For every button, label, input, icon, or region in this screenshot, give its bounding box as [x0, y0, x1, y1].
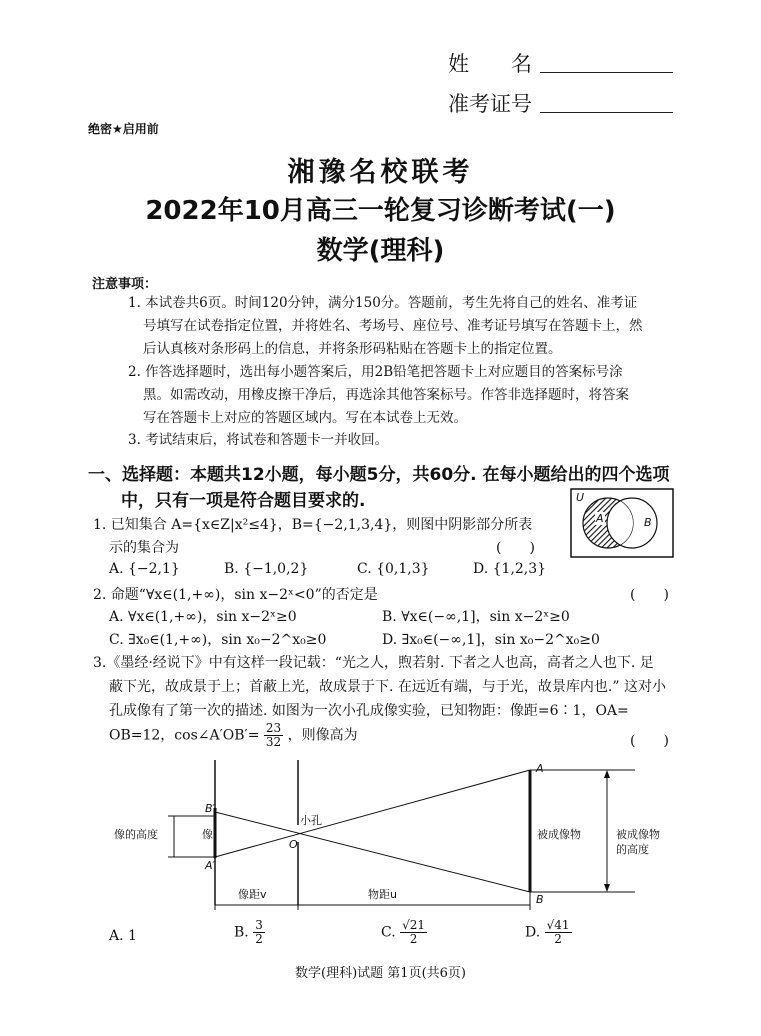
diagram-object: 被成像物 [537, 828, 581, 841]
q3-option-b[interactable] [234, 919, 265, 946]
fraction-numerator: √21 [402, 918, 426, 932]
option-letter: C. [381, 924, 396, 941]
exam-id-field-line[interactable] [540, 112, 673, 113]
diagram-pinhole: 小孔 [300, 814, 322, 827]
title-line3: 数学(理科) [316, 236, 445, 266]
note-line: 1. 本试卷共6页。时间120分钟，满分150分。答题前，考生先将自己的姓名、准考证 [128, 295, 638, 311]
note-line: 号填写在试卷指定位置，并将姓名、考场号、座位号、准考证号填写在答题卡上，然 [143, 318, 643, 334]
page-footer: 数学(理科)试题 第1页(共6页) [295, 966, 466, 981]
q3-option-d[interactable] [525, 919, 572, 946]
diagram-object-height-cont: 的高度 [616, 843, 649, 856]
diagram-o: O [289, 838, 298, 851]
option-letter: D. [525, 924, 541, 941]
q3-stem-cont [109, 722, 358, 749]
q2-option-a[interactable]: A. ∀x∈(1,+∞)，sin x−2ˣ≥0 [109, 609, 297, 625]
q3-stem-cont: 蔽下光，故成景于上；首蔽上光，故成景于下. 在远近有端，与于光，故景库内也.” 这对小 [109, 679, 666, 695]
note-line: 黑。如需改动，用橡皮擦干净后，再选涂其他答案标号。作答非选择题时，将答案 [143, 387, 629, 403]
diagram-object-distance: 物距u [368, 888, 397, 901]
diagram-image-distance: 像距v [238, 888, 267, 901]
fraction-denominator: 32 [265, 735, 282, 749]
venn-diagram [570, 488, 674, 558]
fraction-denominator: 2 [554, 932, 562, 946]
q2-answer-paren[interactable]: ( ) [630, 587, 669, 603]
fraction-numerator: √41 [546, 918, 570, 932]
exam-id-label: 准考证号 [448, 92, 532, 116]
note-line: 3. 考试结束后，将试卷和答题卡一并收回。 [128, 432, 389, 448]
diagram-b-prime: B′ [205, 802, 216, 815]
venn-label-b: B [644, 516, 652, 529]
option-fraction [400, 919, 427, 946]
name-label: 姓 名 [448, 52, 532, 76]
q3-cos-fraction [264, 722, 283, 749]
option-fraction [545, 919, 572, 946]
name-field-line[interactable] [540, 72, 673, 73]
title-line1: 湘豫名校联考 [287, 157, 474, 188]
title-line2: 2022年10月高三一轮复习诊断考试(一) [145, 196, 616, 226]
q1-stem: 1. 已知集合 A={x∈Z|x²≤4}，B={−2,1,3,4}，则图中阴影部分所表 [93, 517, 533, 533]
venn-label-u: U [576, 491, 585, 504]
section1-heading-cont: 中，只有一项是符合题目要求的. [121, 491, 366, 511]
q3-answer-paren[interactable]: ( ) [630, 733, 669, 749]
diagram-image-height: 像的高度 [114, 828, 158, 841]
q2-stem: 2. 命题“∀x∈(1,+∞)，sin x−2ˣ<0”的否定是 [93, 587, 378, 603]
section1-heading: 一、选择题：本题共12小题，每小题5分，共60分. 在每小题给出的四个选项 [88, 465, 670, 485]
diagram-b: B [536, 893, 544, 906]
q1-option-a[interactable]: A. {−2,1} [109, 561, 180, 577]
q2-option-b[interactable]: B. ∀x∈(−∞,1]，sin x−2ˣ≥0 [382, 609, 570, 625]
q1-option-c[interactable]: C. {0,1,3} [357, 561, 430, 577]
q3-stem-part: OB=12，cos∠A′OB′= [109, 727, 260, 744]
note-line: 写在答题卡上对应的答题区域内。写在本试卷上无效。 [143, 410, 467, 426]
note-line: 后认真核对条形码上的信息，并将条形码粘贴在答题卡上的指定位置。 [143, 341, 562, 357]
q1-option-b[interactable]: B. {−1,0,2} [224, 561, 309, 577]
q3-stem: 3.《墨经·经说下》中有这样一段记载：“光之人，煦若射. 下者之人也高，高者之人也下. 足 [93, 655, 654, 671]
option-letter: B. [234, 924, 249, 941]
q2-option-c[interactable]: C. ∃x₀∈(1,+∞)，sin x₀−2^x₀≥0 [109, 632, 327, 648]
secret-mark: 绝密★启用前 [88, 122, 159, 136]
notes-title: 注意事项： [92, 277, 158, 292]
q1-stem-cont: 示的集合为 [109, 540, 179, 556]
diagram-a: A [536, 762, 544, 775]
diagram-object-height: 被成像物 [616, 828, 660, 841]
fraction-denominator: 2 [255, 932, 263, 946]
fraction-denominator: 2 [409, 932, 418, 946]
fraction-numerator: 3 [255, 918, 263, 932]
diagram-a-prime: A′ [205, 859, 216, 872]
q3-stem-part: ，则像高为 [287, 727, 358, 744]
q3-option-c[interactable] [381, 919, 427, 946]
q3-option-a[interactable]: A. 1 [109, 928, 137, 944]
venn-label-a: A [596, 512, 604, 525]
q2-option-d[interactable]: D. ∃x₀∈(−∞,1]，sin x₀−2^x₀≥0 [382, 632, 600, 648]
option-fraction [253, 919, 265, 946]
fraction-numerator: 23 [265, 721, 282, 735]
diagram-image: 像 [202, 828, 213, 841]
q3-stem-cont: 孔成像有了第一次的描述. 如图为一次小孔成像实验，已知物距：像距=6∶1，OA= [109, 703, 629, 719]
note-line: 2. 作答选择题时，选出每小题答案后，用2B铅笔把答题卡上对应题目的答案标号涂 [128, 364, 623, 380]
q1-option-d[interactable]: D. {1,2,3} [473, 561, 547, 577]
q1-answer-paren[interactable]: ( ) [496, 540, 535, 556]
